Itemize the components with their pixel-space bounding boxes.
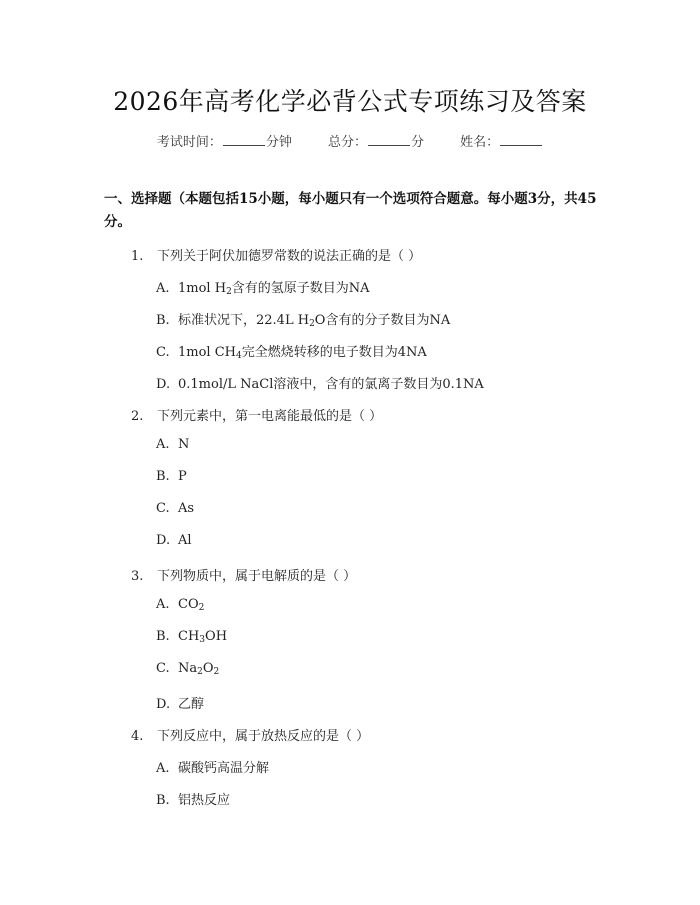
total-score-blank[interactable] xyxy=(368,133,410,146)
question-1-option-b[interactable] xyxy=(156,309,450,329)
total-score-unit: 分 xyxy=(411,135,425,150)
question-stem: 下列反应中，属于放热反应的是（ ） xyxy=(157,729,370,744)
student-name-field xyxy=(460,135,543,150)
exam-time-unit: 分钟 xyxy=(265,135,292,150)
option-letter: B. xyxy=(156,469,170,484)
question-2 xyxy=(131,405,382,424)
question-1-option-c[interactable] xyxy=(156,341,427,361)
option-letter: A. xyxy=(156,437,170,452)
question-2-option-a[interactable] xyxy=(156,437,189,452)
option-text: 铝热反应 xyxy=(178,793,231,808)
option-letter: A. xyxy=(156,761,170,776)
option-letter: C. xyxy=(156,501,170,516)
question-3-option-c[interactable] xyxy=(156,661,219,677)
question-3 xyxy=(131,565,356,584)
exam-info-line xyxy=(0,131,700,150)
option-text: $CO_2$ xyxy=(178,597,205,613)
option-text: 1mol $CH_4$完全燃烧转移的电子数目为4NA xyxy=(178,345,427,361)
question-stem: 下列物质中，属于电解质的是（ ） xyxy=(157,569,357,584)
page-title: 2026年高考化学必背公式专项练习及答案 xyxy=(113,87,587,116)
question-2-option-d[interactable] xyxy=(156,533,192,548)
option-text: $Na_2O_2$ xyxy=(178,661,220,677)
option-text: 标准状况下，22.4L $H_2O$含有的分子数目为NA xyxy=(178,313,451,329)
option-text: As xyxy=(178,501,195,516)
option-text: N xyxy=(178,437,190,452)
option-text: Al xyxy=(178,533,192,548)
question-3-option-a[interactable] xyxy=(156,597,204,613)
option-letter: C. xyxy=(156,345,170,360)
question-2-option-c[interactable] xyxy=(156,501,194,516)
question-2-option-b[interactable] xyxy=(156,469,187,484)
option-letter: D. xyxy=(156,533,171,548)
option-text: P xyxy=(178,469,187,484)
question-3-option-b[interactable] xyxy=(156,629,227,645)
option-letter: C. xyxy=(156,661,170,676)
student-name-blank[interactable] xyxy=(500,133,542,146)
exam-time-blank[interactable] xyxy=(223,133,265,146)
option-letter: D. xyxy=(156,697,171,712)
question-number: 1. xyxy=(131,249,144,264)
option-letter: B. xyxy=(156,629,170,644)
exam-time-field xyxy=(157,135,292,150)
total-score-field xyxy=(328,135,424,150)
question-stem: 下列元素中，第一电离能最低的是（ ） xyxy=(157,409,383,424)
question-number: 2. xyxy=(131,409,144,424)
question-stem: 下列关于阿伏加德罗常数的说法正确的是（ ） xyxy=(157,249,422,264)
total-score-label: 总分： xyxy=(327,135,367,150)
option-letter: A. xyxy=(156,597,170,612)
question-3-option-d[interactable] xyxy=(156,693,204,712)
question-4 xyxy=(131,725,369,744)
option-text: 乙醇 xyxy=(178,697,205,712)
question-4-option-b[interactable] xyxy=(156,789,230,808)
option-text: 碳酸钙高温分解 xyxy=(178,761,270,776)
question-number: 3. xyxy=(131,569,144,584)
option-letter: D. xyxy=(156,377,171,392)
option-letter: B. xyxy=(156,793,170,808)
option-text: 0.1mol/L NaCl溶液中，含有的氯离子数目为0.1NA xyxy=(178,377,484,392)
question-4-option-a[interactable] xyxy=(156,757,269,776)
option-letter: A. xyxy=(156,281,170,296)
question-number: 4. xyxy=(131,729,144,744)
option-text: $CH_3OH$ xyxy=(178,629,228,645)
student-name-label: 姓名： xyxy=(460,135,500,150)
exam-time-label: 考试时间： xyxy=(156,135,222,150)
section-heading: 一、选择题（本题包括15小题，每小题只有一个选项符合题意。每小题3分，共45分。 xyxy=(104,191,597,230)
option-text: 1mol $H_2$含有的氢原子数目为NA xyxy=(178,281,370,297)
question-1 xyxy=(131,245,421,264)
question-1-option-d[interactable] xyxy=(156,373,484,392)
question-1-option-a[interactable] xyxy=(156,277,370,297)
option-letter: B. xyxy=(156,313,170,328)
